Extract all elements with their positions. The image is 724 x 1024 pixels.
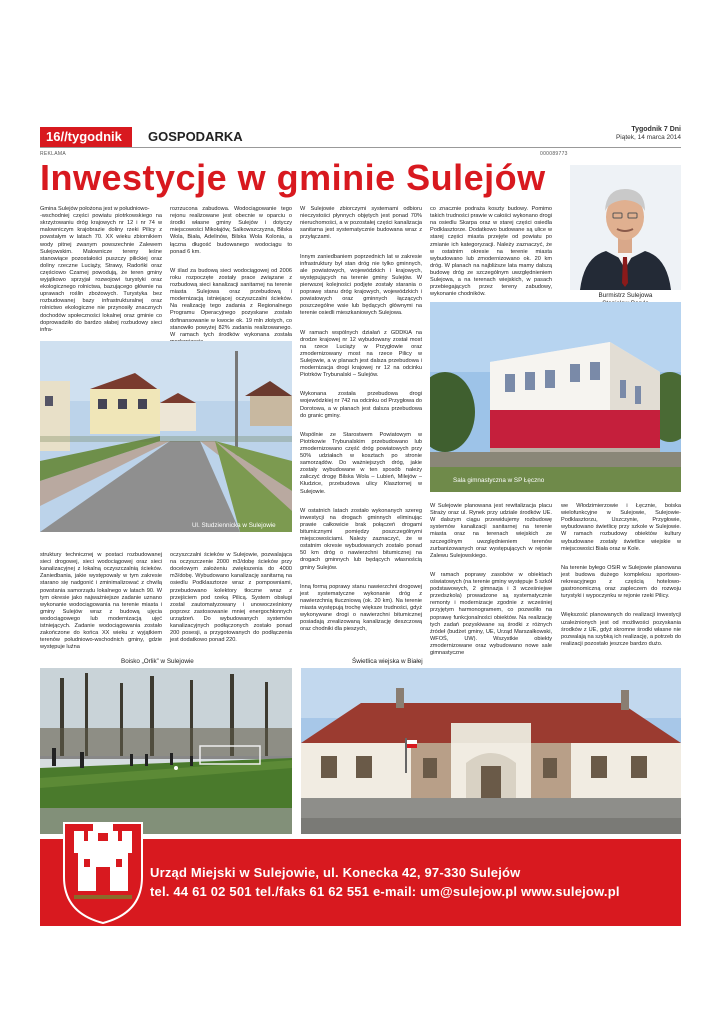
paragraph: Wykonana została przebudowa drogi wojewódzkiej nr 742 na odcinku od Przygłowa do Dorotowa, a w planach jest dalsza przebudowa do granic gminy. bbox=[300, 391, 422, 419]
paragraph: Na terenie byłego OSiR w Sulejowie planowana jest budowa dużego kompleksu sportowo-rekreacyjnego z częścią hotelowo-gastronomiczną oraz zapleczem do rozwoju turystyki i wypoczynku w rejonie rzeki Pilicy. bbox=[561, 564, 681, 600]
paragraph: W ostatnich latach zostało wykonanych szereg inwestycji na drogach gminnych eliminując prawie całkowicie brak połączeń drogami bitumicznymi pomiędzy poszczególnymi miejscowościami. Należy zaznaczyć, że w ostatnim okresie wybudowanych zostało ponad 50 km dróg o nawierzchni bitumicznej na drogach gminnych lub będących własnością gminy Sulejów. bbox=[300, 507, 422, 571]
header-divider bbox=[40, 147, 681, 148]
paragraph: co znacznie podraża koszty budowy. Pomimo takich trudności prawie w całości wykonano drogi na osiedlu Skarpa oraz w starej części osiedla Podklasztorze. Dodatkowo budowane są ulice w starej części miasta przejęte od powiatu po zmianie ich kategoryzacji. Należy zaznaczyć, że w ostatnim okresie na terenie miasta wybudowano lub zmodernizowano ok. 20 km dróg. W planach na najbliższe lata mamy dalszą budowę dróg ze szczególnym uwzględnieniem Sulejowa, a na terenach wiejskich, w pasach przebiegających przez tereny zabudowy, wykonanie chodników. bbox=[430, 206, 552, 298]
paragraph: rozrzucona zabudowa. Wodociągowanie tego rejonu realizowane jest obecnie w oparciu o środki własne gminy Sulejów i dotyczy miejscowości Mikołajów, Salkowszczyzna, Bilska Wola, Biała, Adelinów, Bilska Wola Kolonia, a łączna długość budowanego wodociągu to ponad 6 km. bbox=[170, 206, 292, 255]
issue-badge: 16//tygodnik bbox=[40, 127, 132, 147]
mayor-portrait bbox=[570, 165, 681, 290]
field-caption: Boisko „Orlik” w Sulejowie bbox=[121, 658, 194, 665]
paragraph: Gmina Sulejów położona jest w południowo- -wschodniej części powiatu piotrkowskiego na skrzyżowaniu dróg krajowych nr 12 i nr 74 w malowniczym krajobrazie doliny rzeki Pilicy z powstałym w latach 70. XX wieku zbiornikiem wody pitnej zwanym powszechnie Zalewem Sulejowskim. Malownicze tereny leśne stanowiące pozostałości puszczy pilickiej oraz doliny rzeczne Luciąży, Strawy, Radońki oraz częściowo Czarnej powodują, że teren gminy wyjątkowo sprzyjał rozwojowi turystyki oraz ekologicznego rolnictwa, bazującego głównie na uprawach roślin zbożowych. Turystyka bez rozbudowanej bazy infrastrukturalnej oraz rolnictwo ekologiczne nie przynosiły znacznych dochodów społeczności lokalnej oraz gminie co doprowadziło do bardzo słabej rozbudowy sieci infra- bbox=[40, 206, 162, 333]
hall-photo bbox=[301, 668, 681, 834]
paragraph: Wspólnie ze Starostwem Powiatowym w Piotrkowie Trybunalskim przebudowano lub zmodernizowano część dróg powiatowych przy 50% udziałach w kosztach po stronie samorządów. Do ważniejszych dróg, jakie zostały wybudowane w ten sposób należy zaliczyć drogę Bilska Wola – Lubień, Milejów – Kłudzice, przebudowa ulicy Klasztornej w Sulejowie. bbox=[300, 431, 422, 495]
gym-photo-image bbox=[430, 302, 681, 492]
paragraph: W Sulejowie planowana jest rewitalizacja placu Straży oraz ul. Rynek przy udziale środków UE. W dalszym ciągu przewidujemy rozbudowę systemów kanalizacji sanitarnej na terenie miasta oraz na terenach wiejskich ze szczególnym uwzględnieniem terenów zurbanizowanych oraz występujących w rejonie Zalewu Sulejowskiego. bbox=[430, 503, 552, 559]
hall-caption: Świetlica wiejska w Białej bbox=[352, 658, 423, 665]
paragraph: W ramach poprawy zasobów w obiektach oświatowych (na terenie gminy występuje 5 szkół podstawowych, 2 gimnazja i 3 wcześniejwe przedszkola) prowadzone są systematycznie remonty i modernizacje zgodnie z wcześniej przyjętym harmonogramem, co pozwoliło na poprawę funkcjonalności obiektów. Na realizację tych zadań pozyskiwane są środki z różnych źródeł (budżet gminy, UE, Urząd Marszałkowski, WFOŚ, UW). Wszystkie obiekty zmodernizowane oraz wybudowano nowe sale gimnastyczne bbox=[430, 571, 552, 656]
mayor-portrait-image bbox=[570, 165, 681, 290]
footer-contact: tel. 44 61 02 501 tel./faks 61 62 551 e-mail: um@sulejow.pl www.sulejow.pl bbox=[150, 884, 620, 899]
paragraph: Innym zaniedbaniem poprzednich lat w zakresie infrastruktury był stan dróg nie tylko gminnych, ale powiatowych, wojewódzkich i krajowych, występujących na terenie gminy Sulejów. W pierwszej kolejności podjęte zostały starania o poprawę stanu dróg krajowych, wojewódzkich i powiatowych oraz gminnych łączących poszczególne wsie lub będących głównymi na terenie osiedli mieszkaniowych Sulejowa. bbox=[300, 253, 422, 317]
paragraph: Większość planowanych do realizacji inwestycji uzależnionych jest od możliwości pozyskania środków z UE, gdyż skromne środki własne nie pozwalają na szybką ich realizację, a potrzeb do realizacji pozostało jeszcze bardzo dużo. bbox=[561, 612, 681, 647]
field-photo-image bbox=[40, 668, 292, 834]
coat-of-arms-icon bbox=[60, 817, 146, 926]
street-caption: Ul. Studziennicka w Sulejowie bbox=[192, 522, 276, 529]
paragraph: oczyszczalni ścieków w Sulejowie, pozwalająca na oczyszczenie 2000 m3/dobę ścieków przy docelowym założeniu zwiększenia do 4000 m3/dobę. Wybudowano kanalizację sanitarną na osiedlu Podklasztorze wraz z pompowniami, przebudowano kolektory tłoczne wraz z przejściem pod rzeką Pilicą. System obsługi został zautomatyzowany i unowocześniony poprzez zastosowanie mniej energochłonnych urządzeń. Do wybudowanych systemów kanalizacyjnych podłączonych zostało ponad 200 posesji, a przygotowanych do podłączenia jest dodatkowo ponad 220. bbox=[170, 552, 292, 644]
article-column-1 bbox=[40, 199, 162, 346]
street-photo-image bbox=[40, 341, 292, 532]
publication-name: Tygodnik 7 Dni bbox=[631, 126, 681, 133]
field-photo bbox=[40, 668, 292, 834]
article-column-3 bbox=[300, 199, 422, 645]
publication-date: Piątek, 14 marca 2014 bbox=[615, 134, 681, 141]
paragraph: W Sulejowie zbiorczymi systemami odbioru nieczystości płynnych objętych jest ponad 70% nieruchomości, a w pozostałej części kanalizacja sanitarna jest systematycznie budowana wraz z przyłączami. bbox=[300, 206, 422, 241]
ad-code: 000089773 bbox=[540, 151, 568, 157]
article-column-4-continued bbox=[430, 496, 552, 669]
article-column-1-bottom bbox=[40, 545, 162, 664]
gym-photo bbox=[430, 302, 681, 492]
article-column-4 bbox=[430, 199, 552, 310]
gym-caption: Sala gimnastyczna w SP Łęczno bbox=[453, 477, 545, 484]
paragraph: W ślad za budową sieci wodociągowej od 2006 roku rozpoczęte zostały prace związane z rozbudową sieci kanalizacji sanitarnej na terenie miasta Sulejowa oraz przebudową i modernizacją istniejącej oczyszczalni ścieków. Na realizację tego zadania z Regionalnego Programu Operacyjnego pozyskane zostało dofinansowanie w kwocie ok. 19 mln złotych, co stanowiło powyżej 82% zadania realizowanego. W ramach tych środków wykonana została bbox=[170, 267, 292, 338]
paragraph: W ramach wspólnych działań z GDDKiA na drodze krajowej nr 12 wybudowany został most na rzece Luciąży w Przygłowie oraz zmodernizowany most na rzece Pilicy w Sulejowie, a w planach jest dalsza przebudowa i modernizacja drogi krajowej nr 12 na odcinku Piotrków Trybunalski – Sulejów. bbox=[300, 329, 422, 379]
article-column-2-bottom bbox=[170, 545, 292, 656]
footer-address: Urząd Miejski w Sulejowie, ul. Konecka 42, 97-330 Sulejów bbox=[150, 865, 521, 880]
hall-photo-image bbox=[301, 668, 681, 834]
street-photo bbox=[40, 341, 292, 532]
portrait-caption-role: Burmistrz Sulejowa bbox=[598, 292, 653, 299]
article-column-2 bbox=[170, 199, 292, 358]
paragraph: Inną formą poprawy stanu nawierzchni drogowej jest systematyczne wykonanie dróg z nawierzchnią tłuczniową (ok. 20 km). Na terenie miasta występują trochę większe trudności, gdyż wykonywane drogi o nawierzchni bitumicznej posiadają zrealizowaną kanalizację deszczową oraz chodniki dla pieszych, bbox=[300, 583, 422, 633]
article-title: Inwestycje w gminie Sulejów bbox=[40, 157, 546, 198]
ad-label: REKLAMA bbox=[40, 151, 66, 157]
footer-banner bbox=[40, 839, 681, 926]
publication-info bbox=[616, 126, 681, 142]
section-title: GOSPODARKA bbox=[148, 129, 243, 144]
article-column-5 bbox=[561, 496, 681, 660]
paragraph: we Włodzimierzowie i Łęcznie, boiska wielofunkcyjne w Sulejowie, Sulejowie-Podklasztorzu, Uszczynie, Przygłowie, wybudowano świetlicę przy szkole w Sulejowie. W ramach rozbudowy obiektów kultury wybudowane zostały świetlice wiejskie w miejscowości Biała oraz w Kole. bbox=[561, 503, 681, 552]
paragraph: struktury technicznej w postaci rozbudowanej sieci drogowej, sieci wodociągowej oraz sieci kanalizacyjnej z lokalną oczyszczalnią ścieków. Zaniedbania, jakie występowały w tym zakresie starano się nadgonić i zminimalizować z chwilą powstania samorządu lokalnego w latach 90. W tym okresie jako najważniejsze zadanie uznano wykonanie wodociągowania na terenie miasta i gminy Sulejów wraz z budową ujęcia wodociągowego lub modernizacją ujęć istniejących. Zadanie wodociągowania zostało zakończone do końca XX wieku z wyjątkiem terenów południowo-wschodnich gminy, gdzie występuje luźna bbox=[40, 552, 162, 651]
